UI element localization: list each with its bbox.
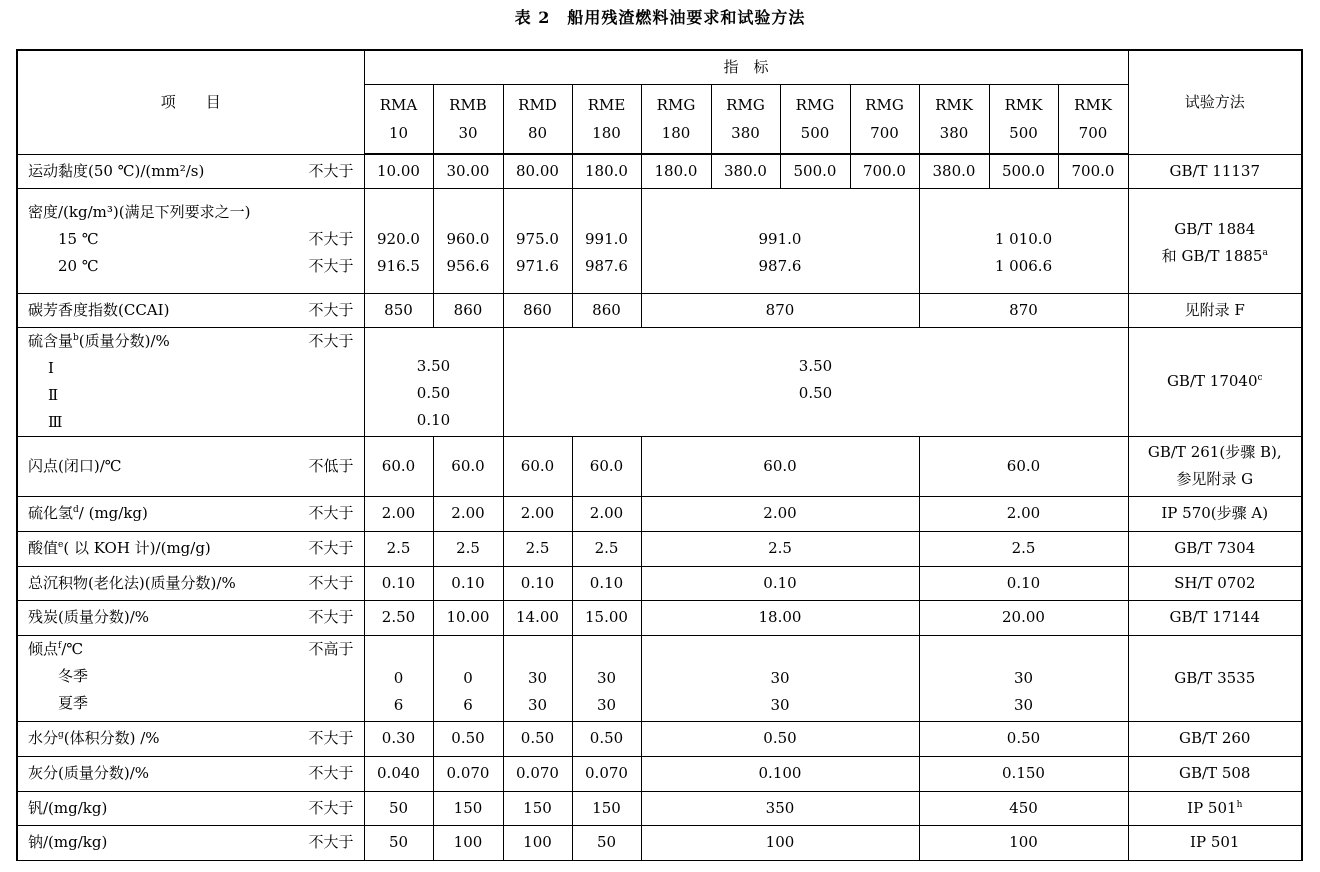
method-cell: IP 501 <box>1128 825 1302 860</box>
table-cell-rmk: 1 010.0 1 006.6 <box>919 188 1128 293</box>
table-cell-rmk: 2.5 <box>919 531 1128 566</box>
grade-header: RME 180 <box>572 84 641 154</box>
row-label: 灰分(质量分数)/% 不大于 <box>17 756 364 791</box>
table-cell-rmk: 0.10 <box>919 566 1128 600</box>
table-cell-rmk: 20.00 <box>919 600 1128 635</box>
method-cell: GB/T 7304 <box>1128 531 1302 566</box>
method-cell: 见附录 F <box>1128 293 1302 327</box>
table-cell: 50 <box>364 825 433 860</box>
table-cell: 0.070 <box>503 756 572 791</box>
table-row <box>17 327 1302 436</box>
method-cell: GB/T 17144 <box>1128 600 1302 635</box>
row-label: 碳芳香度指数(CCAI) 不大于 <box>17 293 364 327</box>
table-row <box>17 154 1302 188</box>
table-cell-rmk: 60.0 <box>919 436 1128 496</box>
table-cell-rmg: 30 30 <box>641 635 919 721</box>
table-row <box>17 791 1302 825</box>
table-cell: 2.5 <box>503 531 572 566</box>
row-label: 倾点$^f$/℃ 不高于 冬季 夏季 <box>17 635 364 721</box>
table-title: 表 2 船用残渣燃料油要求和试验方法 <box>514 8 806 27</box>
table-cell: 0.30 <box>364 721 433 756</box>
table-cell-rmg: 350 <box>641 791 919 825</box>
table-cell-rmg: 0.10 <box>641 566 919 600</box>
table-cell: 150 <box>572 791 641 825</box>
method-cell: IP 570(步骤 A) <box>1128 496 1302 531</box>
table-cell-rmg: 2.5 <box>641 531 919 566</box>
table-row <box>17 825 1302 860</box>
table-cell-rmk: 100 <box>919 825 1128 860</box>
table-cell: 0.50 <box>572 721 641 756</box>
table-cell-rmk: 870 <box>919 293 1128 327</box>
row-label: 硫化氢$^d$/ (mg/kg) 不大于 <box>17 496 364 531</box>
table-cell: 50 <box>572 825 641 860</box>
table-row <box>17 293 1302 327</box>
table-cell: 991.0 987.6 <box>572 188 641 293</box>
table-cell: 380.0 <box>711 154 780 188</box>
table-cell-rmg: 870 <box>641 293 919 327</box>
table-cell: 975.0 971.6 <box>503 188 572 293</box>
row-label: 残炭(质量分数)/% 不大于 <box>17 600 364 635</box>
header-indicator: 指 标 <box>364 50 1128 84</box>
grade-header: RMB 30 <box>433 84 503 154</box>
grade-header: RMA 10 <box>364 84 433 154</box>
method-cell: SH/T 0702 <box>1128 566 1302 600</box>
header-method: 试验方法 <box>1128 50 1302 154</box>
table-row <box>17 188 1302 293</box>
table-cell: 0.10 <box>572 566 641 600</box>
table-cell: 850 <box>364 293 433 327</box>
table-cell-rmk: 0.150 <box>919 756 1128 791</box>
table-cell: 0.10 <box>433 566 503 600</box>
table-cell: 2.00 <box>503 496 572 531</box>
table-cell: 700.0 <box>1058 154 1128 188</box>
method-cell: IP 501$^h$ <box>1128 791 1302 825</box>
table-cell-rmk: 2.00 <box>919 496 1128 531</box>
row-label: 闪点(闭口)/℃ 不低于 <box>17 436 364 496</box>
method-cell: GB/T 17040$^c$ <box>1128 327 1302 436</box>
table-cell: 0.070 <box>572 756 641 791</box>
grade-header: RMK 380 <box>919 84 989 154</box>
table-cell: 2.00 <box>572 496 641 531</box>
table-row <box>17 721 1302 756</box>
table-cell: 2.5 <box>364 531 433 566</box>
grade-header: RMG 700 <box>850 84 919 154</box>
table-cell: 0 6 <box>433 635 503 721</box>
table-cell: 0.10 <box>364 566 433 600</box>
sulfur-cell-left: 3.50 0.50 0.10 <box>364 327 503 436</box>
table-cell: 100 <box>433 825 503 860</box>
row-label: 密度/(kg/m³)(满足下列要求之一) 15 ℃ 不大于 20 ℃ 不大于 <box>17 188 364 293</box>
table-row <box>17 600 1302 635</box>
table-cell: 30 30 <box>503 635 572 721</box>
table-cell: 960.0 956.6 <box>433 188 503 293</box>
table-cell: 100 <box>503 825 572 860</box>
table-cell: 60.0 <box>572 436 641 496</box>
grade-header: RMG 180 <box>641 84 711 154</box>
table-cell: 920.0 916.5 <box>364 188 433 293</box>
table-cell: 500.0 <box>989 154 1058 188</box>
table-cell: 60.0 <box>364 436 433 496</box>
table-cell-rmk: 450 <box>919 791 1128 825</box>
table-row <box>17 531 1302 566</box>
row-label: 总沉积物(老化法)(质量分数)/% 不大于 <box>17 566 364 600</box>
table-cell: 30 30 <box>572 635 641 721</box>
table-cell: 2.5 <box>572 531 641 566</box>
method-cell: GB/T 260 <box>1128 721 1302 756</box>
table-cell: 860 <box>572 293 641 327</box>
grade-header: RMG 380 <box>711 84 780 154</box>
table-cell: 60.0 <box>433 436 503 496</box>
row-label: 钠/(mg/kg) 不大于 <box>17 825 364 860</box>
table-cell: 60.0 <box>503 436 572 496</box>
row-label: 水分$^g$(体积分数) /% 不大于 <box>17 721 364 756</box>
sulfur-cell-right: 3.50 0.50 <box>503 327 1128 436</box>
table-cell: 80.00 <box>503 154 572 188</box>
table-cell-rmg: 18.00 <box>641 600 919 635</box>
table-cell: 10.00 <box>364 154 433 188</box>
grade-header: RMK 500 <box>989 84 1058 154</box>
method-cell: GB/T 508 <box>1128 756 1302 791</box>
grade-header: RMG 500 <box>780 84 850 154</box>
table-cell: 380.0 <box>919 154 989 188</box>
table-cell: 860 <box>503 293 572 327</box>
fuel-spec-table <box>16 49 1303 861</box>
table-cell-rmg: 0.100 <box>641 756 919 791</box>
method-cell: GB/T 3535 <box>1128 635 1302 721</box>
table-cell-rmg: 100 <box>641 825 919 860</box>
table-cell: 2.00 <box>364 496 433 531</box>
row-label: 酸值$^e$( 以 KOH 计)/(mg/g) 不大于 <box>17 531 364 566</box>
table-cell: 700.0 <box>850 154 919 188</box>
table-cell: 500.0 <box>780 154 850 188</box>
table-cell: 0.50 <box>503 721 572 756</box>
table-row <box>17 496 1302 531</box>
table-row <box>17 756 1302 791</box>
row-label: 硫含量$^b$(质量分数)/% 不大于 Ⅰ Ⅱ Ⅲ <box>17 327 364 436</box>
method-cell: GB/T 1884 和 GB/T 1885$^a$ <box>1128 188 1302 293</box>
table-cell: 30.00 <box>433 154 503 188</box>
table-cell: 0.50 <box>433 721 503 756</box>
grade-header: RMD 80 <box>503 84 572 154</box>
header-item: 项 目 <box>17 50 364 154</box>
table-row <box>17 635 1302 721</box>
table-cell: 0.070 <box>433 756 503 791</box>
table-cell: 0.10 <box>503 566 572 600</box>
method-cell: GB/T 11137 <box>1128 154 1302 188</box>
table-cell: 180.0 <box>641 154 711 188</box>
table-row <box>17 566 1302 600</box>
table-cell-rmk: 30 30 <box>919 635 1128 721</box>
table-cell: 860 <box>433 293 503 327</box>
table-cell: 180.0 <box>572 154 641 188</box>
table-cell: 10.00 <box>433 600 503 635</box>
table-cell-rmg: 991.0 987.6 <box>641 188 919 293</box>
table-row <box>17 436 1302 496</box>
table-cell: 0.040 <box>364 756 433 791</box>
table-cell: 15.00 <box>572 600 641 635</box>
table-cell-rmg: 60.0 <box>641 436 919 496</box>
row-label: 运动黏度(50 ℃)/(mm²/s) 不大于 <box>17 154 364 188</box>
method-cell: GB/T 261(步骤 B), 参见附录 G <box>1128 436 1302 496</box>
table-cell: 150 <box>503 791 572 825</box>
table-cell: 2.00 <box>433 496 503 531</box>
table-cell-rmg: 2.00 <box>641 496 919 531</box>
table-cell-rmg: 0.50 <box>641 721 919 756</box>
table-cell: 2.50 <box>364 600 433 635</box>
table-cell: 50 <box>364 791 433 825</box>
table-cell-rmk: 0.50 <box>919 721 1128 756</box>
table-cell: 150 <box>433 791 503 825</box>
table-cell: 14.00 <box>503 600 572 635</box>
table-cell: 0 6 <box>364 635 433 721</box>
grade-header: RMK 700 <box>1058 84 1128 154</box>
table-cell: 2.5 <box>433 531 503 566</box>
row-label: 钒/(mg/kg) 不大于 <box>17 791 364 825</box>
